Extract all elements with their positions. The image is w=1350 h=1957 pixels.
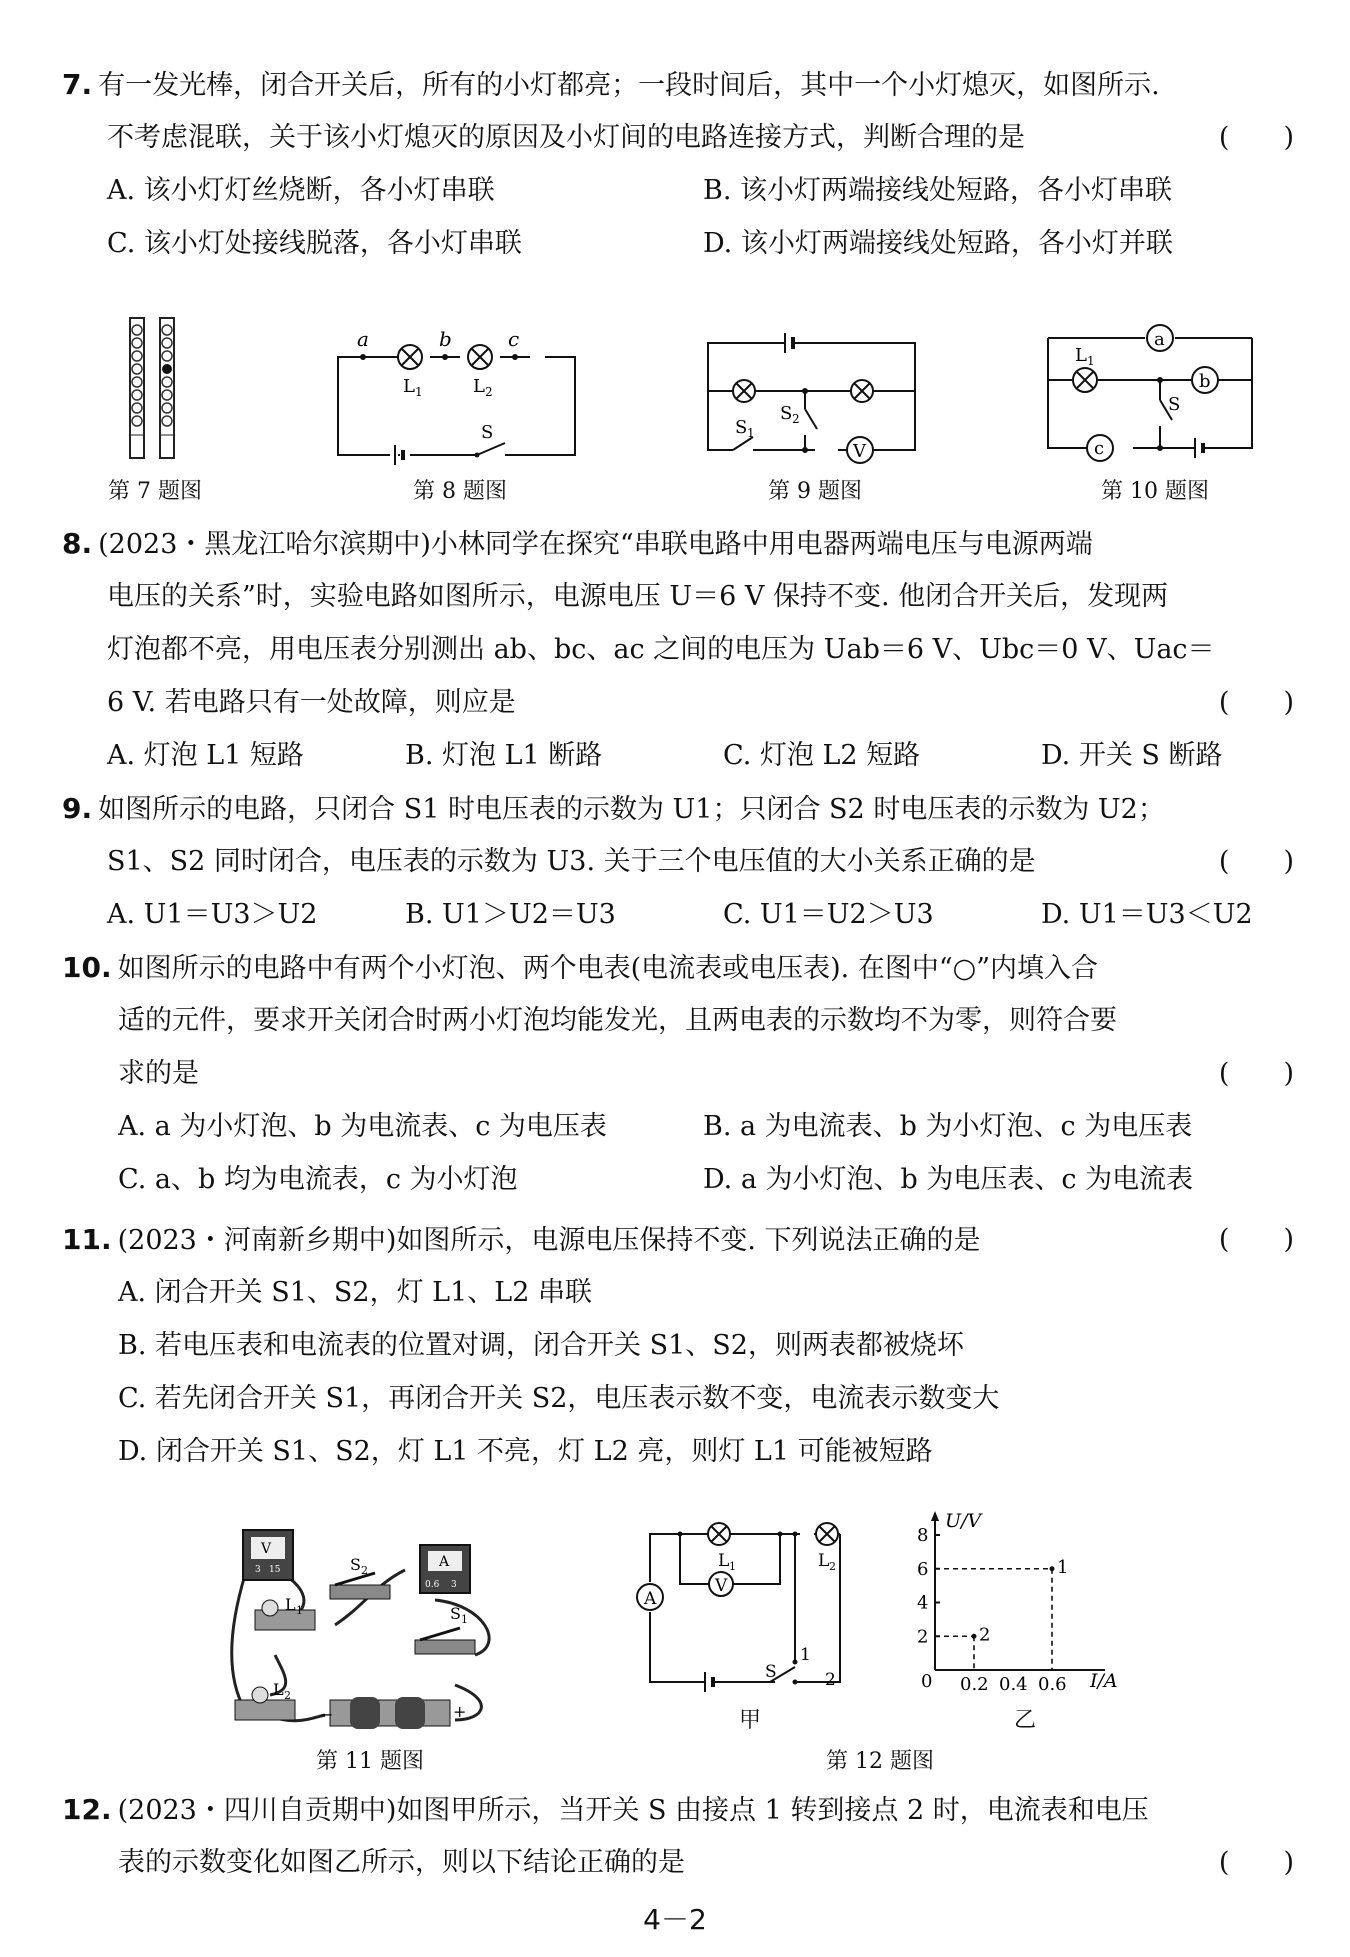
point-marker [1050,1566,1055,1571]
x-tick-label: 0.4 [999,1674,1028,1695]
label-s: S [765,1662,777,1682]
answer-blank[interactable]: ( ) [1218,846,1294,877]
answer-blank[interactable]: ( ) [1218,122,1294,153]
option-d[interactable]: D. 该小灯两端接线处短路，各小灯并联 [703,228,1173,259]
answer-blank[interactable]: ( ) [1218,1058,1294,1089]
figure-9-circuit [705,325,935,465]
figure-11-photo-circuit [225,1515,515,1730]
svg-text:2: 2 [829,1560,836,1573]
figure-11-caption: 第 11 题图 [316,1749,424,1774]
svg-text:S: S [350,1555,361,1574]
figure-12-jia-label: 甲 [738,1708,761,1733]
question-text: 有一发光棒，闭合开关后，所有的小灯都亮；一段时间后，其中一个小灯熄灭，如图所示. [98,70,1160,101]
label-a: a [357,327,369,351]
option-c[interactable]: C. 灯泡 L2 短路 [723,740,921,771]
question-text: 不考虑混联，关于该小灯熄灭的原因及小灯间的电路连接方式，判断合理的是 [107,122,1025,153]
svg-text:A: A [439,1554,450,1570]
question-text: 6 V. 若电路只有一处故障，则应是 [107,687,516,718]
label-l2: L [473,376,485,397]
question-text: 电压的关系”时，实验电路如图所示，电源电压 U＝6 V 保持不变. 他闭合开关后，发现两 [107,581,1169,612]
svg-text:1: 1 [729,1560,736,1573]
page-number: 4－2 [643,1903,707,1936]
svg-text:1: 1 [296,1604,303,1617]
contact-1: 1 [800,1645,811,1665]
svg-text:V: V [261,1541,272,1557]
x-tick-label: 0.2 [960,1674,989,1695]
question-number: 7. [62,68,93,101]
svg-text:L: L [273,1680,284,1699]
data-point [935,1624,990,1670]
y-tick-label: 2 [917,1626,929,1648]
label-s2: S [780,403,793,424]
battery-icon [330,1697,450,1729]
point-label: 1 [1057,1556,1069,1578]
svg-text:2: 2 [485,385,493,399]
ammeter-icon [420,1545,470,1593]
svg-text:1: 1 [461,1613,468,1626]
point-marker [972,1634,977,1639]
option-d[interactable]: D. U1＝U3＜U2 [1041,899,1253,930]
figure-7-caption: 第 7 题图 [108,479,202,504]
meter-c-circle [1087,435,1113,461]
option-d[interactable]: D. a 为小灯泡、b 为电压表、c 为电流表 [703,1164,1194,1195]
svg-text:−: − [320,1705,334,1724]
option-c[interactable]: C. U1＝U2＞U3 [723,899,934,930]
option-a[interactable]: A. a 为小灯泡、b 为电流表、c 为电压表 [118,1111,607,1142]
question-text: 适的元件，要求开关闭合时两小灯泡均能发光，且两电表的示数均不为零，则符合要 [118,1005,1117,1036]
svg-text:1: 1 [747,426,755,440]
label-c: c [508,327,520,351]
question-text: (2023・河南新乡期中)如图所示，电源电压保持不变. 下列说法正确的是 [117,1225,981,1256]
label-s: S [481,422,494,443]
question-number: 8. [62,527,93,560]
label-l1: L [1075,345,1087,366]
svg-text:2: 2 [361,1564,368,1577]
label-l2: L [818,1551,830,1571]
figure-8-caption: 第 8 题图 [413,479,507,504]
svg-text:1: 1 [1087,354,1095,368]
data-point [935,1557,1068,1670]
label-s: S [1168,394,1181,415]
question-text: 如图所示的电路，只闭合 S1 时电压表的示数为 U1；只闭合 S2 时电压表的示数为 U2； [98,794,1165,825]
voltmeter-icon [847,437,873,463]
question-text: (2023・四川自贡期中)如图甲所示，当开关 S 由接点 1 转到接点 2 时，电流表和电压 [117,1795,1149,1826]
x-tick-label: 0.6 [1038,1674,1067,1695]
voltmeter-icon [243,1530,293,1580]
figure-12-jia-circuit [640,1522,860,1692]
answer-blank[interactable]: ( ) [1218,1847,1294,1878]
question-text: 求的是 [118,1058,199,1089]
voltmeter-icon [709,1572,733,1596]
figure-7-glow-sticks [120,310,200,460]
option-b[interactable]: B. 若电压表和电流表的位置对调，闭合开关 S1、S2，则两表都被烧坏 [118,1330,964,1361]
question-number: 11. [62,1223,112,1256]
switch-s2-icon [330,1573,390,1599]
contact-2: 2 [825,1670,836,1690]
figure-12-yi-label: 乙 [1013,1708,1036,1733]
svg-text:3: 3 [451,1580,457,1590]
question-number: 9. [62,792,93,825]
lamp-l2-icon [468,345,492,369]
svg-text:c: c [1094,438,1105,459]
y-tick-label: 8 [917,1525,929,1546]
svg-text:+: + [453,1702,467,1721]
answer-blank[interactable]: ( ) [1218,1224,1294,1255]
ammeter-icon [637,1584,663,1610]
question-number: 12. [62,1793,112,1826]
question-10 [62,941,1294,1206]
label-s1: S [735,417,748,438]
svg-text:2: 2 [284,1689,291,1702]
figure-12-yi-chart [905,1505,1125,1695]
option-c[interactable]: C. 该小灯处接线脱落，各小灯串联 [107,228,522,259]
label-b: b [439,327,452,351]
option-a[interactable]: A. 灯泡 L1 短路 [107,740,304,771]
question-text: 灯泡都不亮，用电压表分别测出 ab、bc、ac 之间的电压为 Uab＝6 V、Ubc＝0 V、Uac＝ [107,634,1215,665]
y-axis-label: U/V [945,1510,982,1532]
figure-12-caption: 第 12 题图 [826,1749,934,1774]
point-label: 2 [979,1624,991,1646]
option-b[interactable]: B. 灯泡 L1 断路 [405,740,603,771]
meter-b-circle [1192,367,1218,393]
option-b[interactable]: B. U1＞U2＝U3 [405,899,616,930]
option-a[interactable]: A. U1＝U3＞U2 [107,899,318,930]
lamp-l1-icon [398,345,422,369]
svg-text:S: S [450,1604,461,1623]
meter-a-circle [1147,325,1173,351]
question-9 [62,782,1294,941]
question-7 [62,58,1294,270]
option-b[interactable]: B. 该小灯两端接线处短路，各小灯串联 [703,175,1173,206]
y-tick-label: 6 [917,1558,929,1580]
option-d[interactable]: D. 闭合开关 S1、S2，灯 L1 不亮，灯 L2 亮，则灯 L1 可能被短路 [118,1436,933,1467]
answer-blank[interactable]: ( ) [1218,687,1294,718]
option-b[interactable]: B. a 为电流表、b 为小灯泡、c 为电压表 [703,1111,1193,1142]
figure-9-caption: 第 9 题图 [768,479,862,504]
svg-text:2: 2 [792,412,800,426]
question-12 [62,1783,1294,1889]
question-text: 表的示数变化如图乙所示，则以下结论正确的是 [118,1847,685,1878]
option-a[interactable]: A. 该小灯灯丝烧断，各小灯串联 [107,175,495,206]
question-text: (2023・黑龙江哈尔滨期中)小林同学在探究“串联电路中用电器两端电压与电源两端 [98,529,1093,560]
figure-10-circuit [1045,318,1255,468]
option-c[interactable]: C. 若先闭合开关 S1，再闭合开关 S2，电压表示数不变，电流表示数变大 [118,1383,1000,1414]
x-axis-label: I/A [1090,1670,1118,1692]
svg-text:a: a [1154,329,1165,350]
option-d[interactable]: D. 开关 S 断路 [1041,740,1223,771]
svg-text:V: V [853,441,866,462]
label-l1: L [403,376,415,397]
dark-bulb-icon [162,364,172,374]
question-text: S1、S2 同时闭合，电压表的示数为 U3. 关于三个电压值的大小关系正确的是 [107,846,1036,877]
question-number: 10. [62,951,112,984]
option-a[interactable]: A. 闭合开关 S1、S2，灯 L1、L2 串联 [118,1277,592,1308]
tick-origin: 0 [921,1671,933,1692]
switch-s1-icon [415,1628,475,1654]
svg-text:A: A [644,1589,657,1609]
question-11 [62,1213,1294,1478]
question-text: 如图所示的电路中有两个小灯泡、两个电表(电流表或电压表). 在图中“○”内填入合 [117,953,1099,984]
svg-text:L: L [285,1595,296,1614]
svg-text:15: 15 [269,1565,281,1575]
figure-10-caption: 第 10 题图 [1101,479,1209,504]
svg-text:V: V [715,1576,728,1596]
option-c[interactable]: C. a、b 均为电流表，c 为小灯泡 [118,1164,518,1195]
svg-text:0.6: 0.6 [425,1580,440,1590]
svg-text:b: b [1199,371,1211,392]
label-l1: L [718,1551,730,1571]
y-tick-label: 4 [917,1592,929,1614]
figure-8-circuit [335,327,585,460]
question-8 [62,517,1294,782]
svg-text:3: 3 [255,1565,261,1575]
svg-text:1: 1 [415,385,423,399]
